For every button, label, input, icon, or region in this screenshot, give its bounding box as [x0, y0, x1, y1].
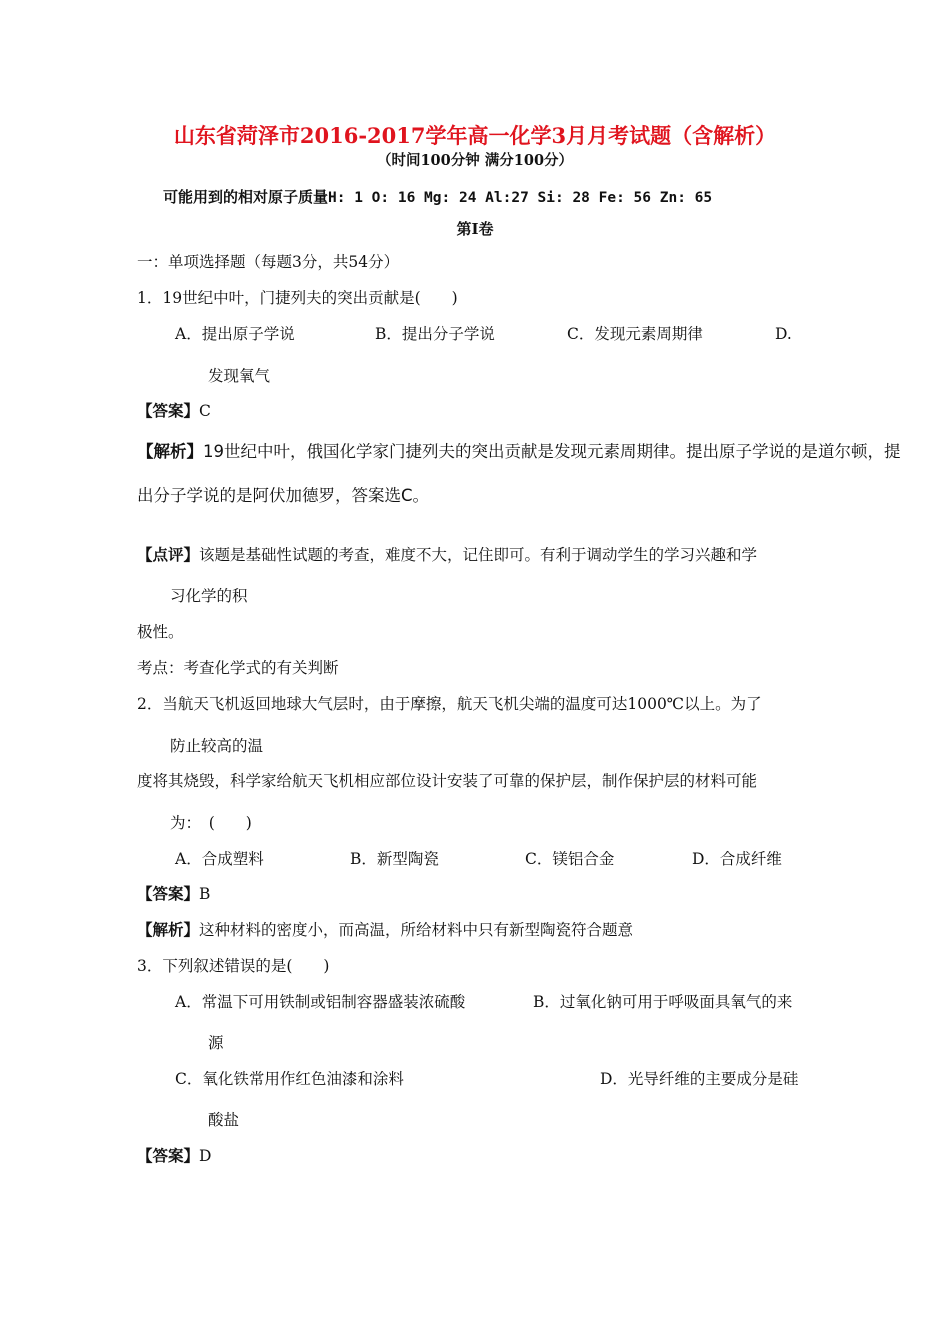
q1-option-d-text: 发现氧气: [208, 367, 271, 385]
atomic-masses-line: [163, 186, 712, 207]
q2-option-d: D．合成纤维: [692, 850, 782, 868]
q3-answer: [137, 1146, 211, 1166]
q2-option-a: A．合成塑料: [175, 850, 264, 868]
q1-option-c: C．发现元素周期律: [567, 325, 703, 343]
q1-answer-value: C: [199, 402, 211, 420]
answer-tag: 【答案】: [137, 1146, 200, 1165]
q2-stem-line1: 2．当航天飞机返回地球大气层时，由于摩擦，航天飞机尖端的温度可达1000℃以上。为了: [137, 695, 762, 713]
q3-answer-value: D: [199, 1147, 212, 1165]
q2-stem-line2: 防止较高的温: [170, 737, 264, 755]
volume-heading: 第Ⅰ卷: [456, 220, 494, 238]
q3-option-d: D．光导纤维的主要成分是硅: [600, 1070, 799, 1088]
q2-option-b: B．新型陶瓷: [350, 850, 439, 868]
q2-analysis-text: 这种材料的密度小，而高温，所给材料中只有新型陶瓷符合题意: [199, 921, 634, 939]
q2-answer: [137, 884, 210, 904]
q1-comment-line3: 极性。: [137, 623, 184, 641]
q3-option-b: B．过氧化钠可用于呼吸面具氧气的来: [533, 993, 793, 1011]
q1-option-b: B．提出分子学说: [375, 325, 495, 343]
q1-comment-line2: 习化学的积: [170, 587, 248, 605]
q3-option-c: C．氧化铁常用作红色油漆和涂料: [175, 1070, 404, 1088]
q2-stem-line3: 度将其烧毁，科学家给航天飞机相应部位设计安装了可靠的保护层，制作保护层的材料可能: [137, 772, 758, 790]
q1-option-d: D.: [775, 325, 792, 343]
q3-option-d-cont: 酸盐: [208, 1111, 240, 1129]
q1-stem: 1．19世纪中叶，门捷列夫的突出贡献是( ): [137, 289, 458, 307]
atomic-masses-label: 可能用到的相对原子质量: [163, 188, 329, 206]
atomic-masses-values: H: 1 O: 16 Mg: 24 Al:27 Si: 28 Fe: 56 Zn: 65: [328, 190, 713, 206]
document-subtitle: （时间100分钟 满分100分）: [376, 152, 574, 169]
comment-tag: 【点评】: [137, 545, 200, 564]
q3-stem: 3．下列叙述错误的是( ): [137, 957, 330, 975]
answer-tag: 【答案】: [137, 884, 200, 903]
q1-analysis-line1: [137, 442, 901, 462]
analysis-tag: 【解析】: [137, 920, 200, 939]
q2-option-c: C．镁铝合金: [525, 850, 615, 868]
q1-analysis-text1: 19世纪中叶，俄国化学家门捷列夫的突出贡献是发现元素周期律。提出原子学说的是道尔顿，提: [203, 442, 901, 461]
q1-answer: [137, 401, 211, 421]
analysis-tag: 【解析】: [137, 442, 203, 461]
q2-answer-value: B: [199, 885, 211, 903]
q1-comment-line1: [137, 545, 757, 565]
q1-option-a: A．提出原子学说: [175, 325, 295, 343]
q1-comment-text1: 该题是基础性试题的考查，难度不大，记住即可。有利于调动学生的学习兴趣和学: [199, 546, 758, 564]
document-title: 山东省菏泽市2016-2017学年高一化学3月月考试题（含解析）: [173, 123, 777, 148]
part-heading: 一：单项选择题（每题3分，共54分）: [137, 253, 400, 271]
q1-analysis-line2: 出分子学说的是阿伏加德罗，答案选C。: [137, 486, 430, 505]
q3-option-b-cont: 源: [208, 1034, 224, 1052]
q2-stem-line4: 为： ( ): [170, 814, 252, 832]
answer-tag: 【答案】: [137, 401, 200, 420]
q2-analysis: [137, 920, 633, 940]
q1-kaodian: 考点：考查化学式的有关判断: [137, 659, 339, 677]
q3-option-a: A．常温下可用铁制或铝制容器盛装浓硫酸: [175, 993, 466, 1011]
